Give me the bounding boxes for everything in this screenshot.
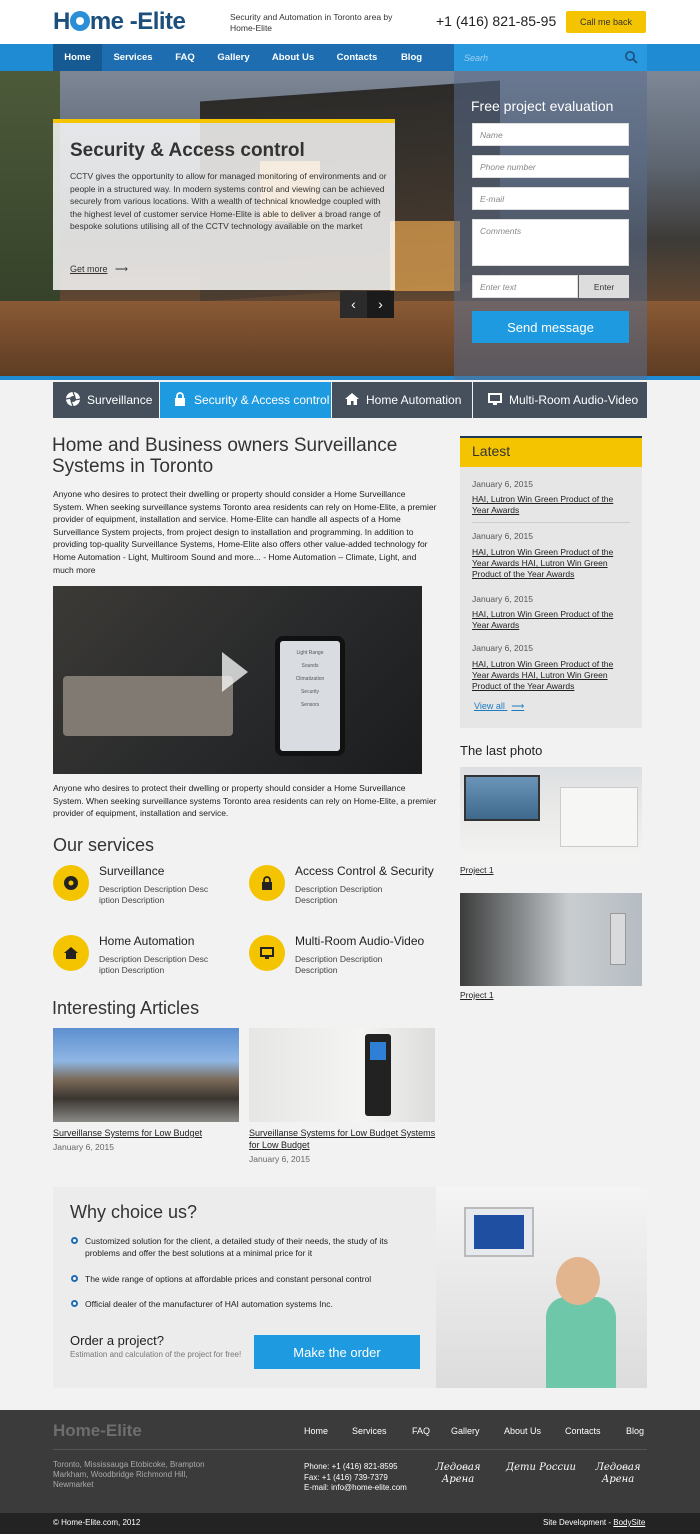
touch-panel-screen: [474, 1215, 524, 1249]
touch-panel: [464, 1207, 534, 1257]
header-phone: +1 (416) 821-85-95: [436, 13, 557, 29]
nav-item-blog[interactable]: Blog: [400, 52, 423, 63]
news-date: January 6, 2015: [472, 479, 533, 489]
camera-shutter-icon: [65, 391, 81, 407]
latest-title: Latest: [460, 436, 642, 467]
article-link[interactable]: Surveillanse Systems for Low Budget Systems for Low Budget: [249, 1128, 436, 1150]
news-link[interactable]: HAI, Lutron Win Green Product of the Year Awards: [472, 494, 614, 515]
nav-item-about-us[interactable]: About Us: [271, 52, 315, 63]
captcha-field[interactable]: [472, 275, 578, 298]
why-item: Customized solution for the client, a detailed study of their needs, the study of its problems and offer the best solutions at a minimal price for it: [85, 1236, 388, 1258]
get-more-link[interactable]: [70, 264, 128, 275]
why-item: The wide range of options at affordable prices and constant personal control: [85, 1274, 372, 1284]
site-dev-link[interactable]: BodySite: [613, 1518, 646, 1527]
tab-security-access[interactable]: [160, 382, 331, 418]
last-photo-title: The last photo: [460, 743, 543, 758]
tab-label: Multi-Room Audio-Video: [509, 393, 639, 407]
search-icon[interactable]: [624, 50, 638, 64]
footer-nav-services[interactable]: Services: [352, 1426, 387, 1436]
copyright: © Home-Elite.com, 2012: [53, 1518, 141, 1527]
why-image-boy: [436, 1187, 647, 1388]
service-icon-monitor: [249, 935, 285, 971]
bullet-icon: [71, 1275, 78, 1282]
service-title[interactable]: Surveillance: [99, 864, 165, 878]
slider-prev-button[interactable]: ‹: [340, 291, 367, 318]
hero-text: CCTV gives the opportunity to allow for managed monitoring of environments and or people in a structured way. In modern systems control and viewing can be achieved securely from various locations. With a wealth of technical knowledge coupled with the highest level of customer service Home-Elite is able to deliver a broad range of bespoke solutions utilising all of the CCTV technology available on the market: [70, 171, 387, 231]
service-desc: Description Description Desc iption Description: [99, 884, 209, 905]
tab-label: Security & Access control: [194, 393, 330, 407]
tab-home-automation[interactable]: [332, 382, 472, 418]
nav-item-services[interactable]: Services: [113, 52, 153, 63]
monitor-icon: [487, 391, 503, 407]
logo-text-suffix: me -Elite: [89, 8, 186, 35]
news-link[interactable]: HAI, Lutron Win Green Product of the Year Awards: [472, 609, 614, 630]
email-field[interactable]: [472, 187, 629, 210]
partner-logo-arena[interactable]: Ледовая Арена: [435, 1462, 481, 1485]
phone-screen-line: Light Range: [296, 650, 324, 656]
slider-next-button[interactable]: ›: [367, 291, 394, 318]
service-title[interactable]: Access Control & Security: [295, 864, 434, 878]
view-all-link[interactable]: [474, 701, 524, 712]
get-more-label: Get more: [70, 264, 108, 274]
nav-item-faq[interactable]: FAQ: [175, 52, 195, 63]
service-icon-surveillance: [53, 865, 89, 901]
footer-nav-gallery[interactable]: Gallery: [451, 1426, 480, 1436]
tab-label: Surveillance: [87, 393, 153, 407]
call-me-back-button[interactable]: Call me back: [566, 11, 646, 33]
panel-screen: [370, 1042, 386, 1060]
photo-kitchen-1[interactable]: [460, 767, 642, 860]
footer-contacts: [304, 1462, 434, 1494]
site-development: [543, 1518, 645, 1527]
site-dev-prefix: Site Development -: [543, 1518, 614, 1527]
phone-screen-line: Climatization: [295, 676, 325, 682]
main-title: Home and Business owners Surveillance Systems in Toronto: [52, 435, 398, 477]
phone-screen-line: Security: [300, 689, 320, 695]
photo-link[interactable]: Project 1: [460, 990, 494, 1000]
home-icon: [344, 391, 360, 407]
article-date: January 6, 2015: [53, 1142, 114, 1152]
news-link[interactable]: HAI, Lutron Win Green Product of the Year Awards HAI, Lutron Win Green Product of the Year Awards: [472, 659, 614, 691]
video-sofa: [63, 676, 233, 736]
comments-field[interactable]: [472, 219, 629, 266]
article-image-house[interactable]: [53, 1028, 239, 1122]
footer-nav-about-us[interactable]: About Us: [504, 1426, 542, 1436]
monitor-icon: [259, 945, 275, 961]
phone-field[interactable]: [472, 155, 629, 178]
article-date: January 6, 2015: [249, 1154, 310, 1164]
why-item: Official dealer of the manufacturer of HAI automation systems Inc.: [85, 1299, 333, 1309]
order-title: Order a project?: [70, 1333, 164, 1348]
footer-nav-faq[interactable]: FAQ: [412, 1426, 431, 1436]
footer-nav-home[interactable]: Home: [304, 1426, 329, 1436]
intro-paragraph: Anyone who desires to protect their dwelling or property should consider a Home Surveillance System. When seeking surveillance systems Toronto area residents can rely on Home-Elite, a premier provider of equipment, installation and service. Home-Elite can handle all aspects of a Home Surveillance System projects, from project design to installation and programming. In addition to providing top-quality Surveillance Systems, Home-Elite also offers other value-added technology for Home Automation - Light, Multiroom Sound and more... - Home Automation – Climate, Light, and much more: [53, 489, 437, 575]
footer-fax: Fax: +1 (416) 739-7379: [304, 1472, 388, 1482]
articles-title: Interesting Articles: [52, 998, 200, 1018]
make-order-button[interactable]: Make the order: [254, 1335, 420, 1369]
partner-logo-deti-rossii[interactable]: Дети России: [506, 1462, 576, 1473]
boy-head: [556, 1257, 600, 1305]
news-date: January 6, 2015: [472, 531, 533, 541]
logo-text-prefix: H: [53, 8, 70, 35]
service-desc: Description Description Desc iption Description: [99, 954, 209, 975]
footer-address: Toronto, Mississauga Etobicoke, Brampton Markham, Woodbridge Richmond Hill, Newmarket: [53, 1460, 205, 1489]
order-subtitle: Estimation and calculation of the project for free!: [70, 1350, 242, 1359]
logo-circle-icon: [70, 11, 90, 31]
divider: [472, 522, 630, 523]
news-date: January 6, 2015: [472, 594, 533, 604]
services-title: Our services: [53, 835, 155, 855]
partner-logo-arena[interactable]: Ледовая Арена: [595, 1462, 641, 1485]
photo-link[interactable]: Project 1: [460, 865, 494, 875]
send-message-button[interactable]: Send message: [472, 311, 629, 343]
hero-title: Security & Access control: [70, 140, 305, 161]
photo-panel-device: [610, 913, 626, 965]
lock-icon: [259, 875, 275, 891]
secondary-paragraph: Anyone who desires to protect their dwelling or property should consider a Home Surveillance System. When seeking surveillance systems Toronto area residents can rely on Home-Elite, a premier provider of equipment, installation and service.: [53, 783, 437, 819]
photo-window: [464, 775, 540, 821]
nav-item-home[interactable]: Home: [53, 44, 102, 71]
footer-nav-contacts[interactable]: Contacts: [565, 1426, 601, 1436]
tab-label: Home Automation: [366, 393, 462, 407]
footer-logo[interactable]: Home-Elite: [53, 1421, 142, 1440]
arrow-right-icon: ⟶: [115, 264, 128, 274]
footer-phone: Phone: +1 (416) 821-8595: [304, 1462, 398, 1471]
footer-email[interactable]: E-mail: info@home-elite.com: [304, 1483, 407, 1492]
news-date: January 6, 2015: [472, 643, 533, 653]
view-all-label: View all: [474, 701, 505, 711]
article-image-panel[interactable]: [249, 1028, 435, 1122]
nav-menu: [53, 44, 454, 71]
play-icon[interactable]: [222, 652, 248, 692]
service-title[interactable]: Home Automation: [99, 934, 195, 948]
tab-multiroom-audio-video[interactable]: [473, 382, 647, 418]
bullet-icon: [71, 1300, 78, 1307]
footer-nav-blog[interactable]: Blog: [626, 1426, 645, 1436]
phone-screen-line: Sensors: [300, 702, 320, 708]
video-phone: [275, 636, 345, 756]
form-title: Free project evaluation: [471, 98, 614, 114]
enter-button[interactable]: Enter: [579, 275, 629, 298]
boy-shirt: [546, 1297, 616, 1388]
news-link[interactable]: HAI, Lutron Win Green Product of the Year Awards HAI, Lutron Win Green Product of the Year Awards: [472, 547, 614, 579]
tab-surveillance[interactable]: [53, 382, 159, 418]
service-icon-access: [249, 865, 285, 901]
camera-shutter-icon: [63, 875, 79, 891]
nav-item-contacts[interactable]: Contacts: [336, 52, 378, 63]
service-icon-home: [53, 935, 89, 971]
logo[interactable]: [53, 8, 185, 36]
lock-icon: [172, 391, 188, 407]
name-field[interactable]: [472, 123, 629, 146]
footer-divider: [53, 1449, 647, 1450]
home-icon: [63, 945, 79, 961]
article-link[interactable]: Surveillanse Systems for Low Budget: [53, 1128, 203, 1138]
service-desc: Description Description Description: [295, 954, 383, 975]
tagline: Security and Automation in Toronto area by Home-Elite: [230, 12, 393, 33]
hero-window: [390, 221, 460, 291]
phone-screen-line: Sounds: [301, 663, 319, 669]
why-title: Why choice us?: [70, 1202, 198, 1222]
photo-cabinets: [560, 787, 638, 847]
bullet-icon: [71, 1237, 78, 1244]
nav-item-gallery[interactable]: Gallery: [217, 52, 250, 63]
service-title[interactable]: Multi-Room Audio-Video: [295, 934, 425, 948]
wall-panel-device: [365, 1034, 391, 1116]
search-input[interactable]: [454, 44, 647, 71]
photo-kitchen-2[interactable]: [460, 893, 642, 986]
arrow-right-icon: ⟶: [511, 701, 525, 711]
service-desc: Description Description Description: [295, 884, 383, 905]
